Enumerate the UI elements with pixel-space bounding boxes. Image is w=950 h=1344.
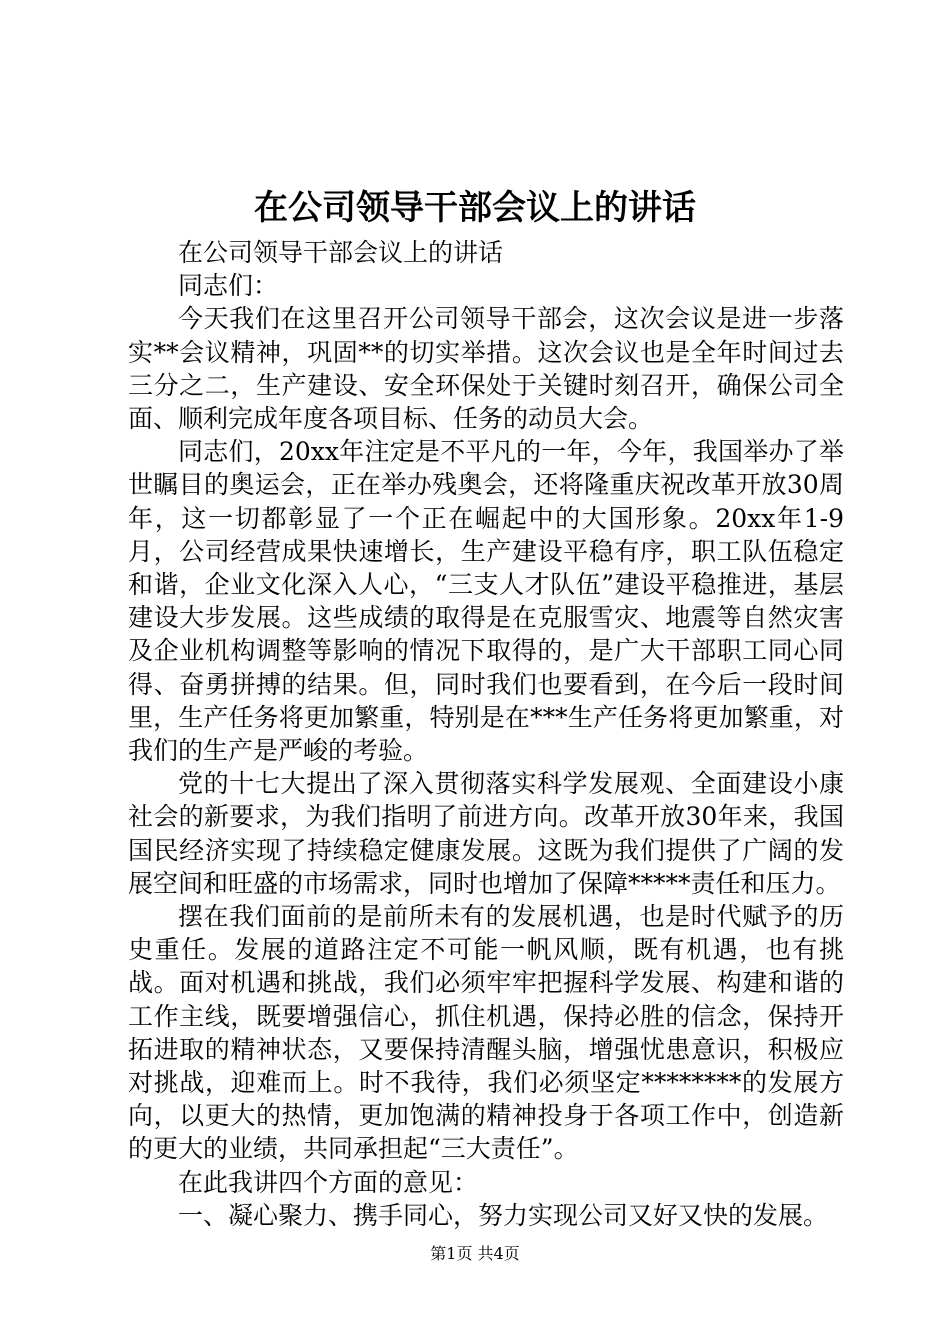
body-paragraph-subtitle: 在公司领导干部会议上的讲话 <box>178 238 504 267</box>
document-body <box>128 236 844 1232</box>
page-number-footer: 第1页 共4页 <box>430 1244 520 1263</box>
body-paragraph-salutation: 同志们： <box>178 271 279 301</box>
body-paragraph: 党的十七大提出了深入贯彻落实科学发展观、全面建设小康社会的新要求，为我们指明了前进方向。改革开放30年来，我国国民经济实现了持续稳定健康发展。这既为我们提供了广阔的发展空间和旺盛的市场需求，同时也增加了保障*****责任和压力。 <box>128 769 844 898</box>
section-heading-1: 一、凝心聚力、携手同心，努力实现公司又好又快的发展。 <box>178 1200 829 1230</box>
document-title: 在公司领导干部会议上的讲话 <box>254 188 696 228</box>
body-paragraph: 摆在我们面前的是前所未有的发展机遇，也是时代赋予的历史重任。发展的道路注定不可能一帆风顺，既有机遇，也有挑战。面对机遇和挑战，我们必须牢牢把握科学发展、构建和谐的工作主线，既要增强信心，抓住机遇，保持必胜的信念，保持开拓进取的精神状态，又要保持清醒头脑，增强忧患意识，积极应对挑战，迎难而上。时不我待，我们必须坚定********的发展方向，以更大的热情，更加饱满的精神投身于各项工作中，创造新的更大的业绩，共同承担起“三大责任”。 <box>128 902 844 1164</box>
body-paragraph: 同志们，20xx年注定是不平凡的一年，今年，我国举办了举世瞩目的奥运会，正在举办残奥会，还将隆重庆祝改革开放30周年，这一切都彰显了一个正在崛起中的大国形象。20xx年1-9月，公司经营成果快速增长，生产建设平稳有序，职工队伍稳定和谐，企业文化深入人心，“三支人才队伍”建设平稳推进，基层建设大步发展。这些成绩的取得是在克服雪灾、地震等自然灾害及企业机构调整等影响的情况下取得的，是广大干部职工同心同得、奋勇拼搏的结果。但，同时我们也要看到，在今后一段时间里，生产任务将更加繁重，特别是在***生产任务将更加繁重，对我们的生产是严峻的考验。 <box>128 437 844 766</box>
body-paragraph: 今天我们在这里召开公司领导干部会，这次会议是进一步落实**会议精神，巩固**的切实举措。这次会议也是全年时间过去三分之二，生产建设、安全环保处于关键时刻召开，确保公司全面、顺利完成年度各项目标、任务的动员大会。 <box>128 304 844 434</box>
body-paragraph: 在此我讲四个方面的意见： <box>178 1167 479 1197</box>
